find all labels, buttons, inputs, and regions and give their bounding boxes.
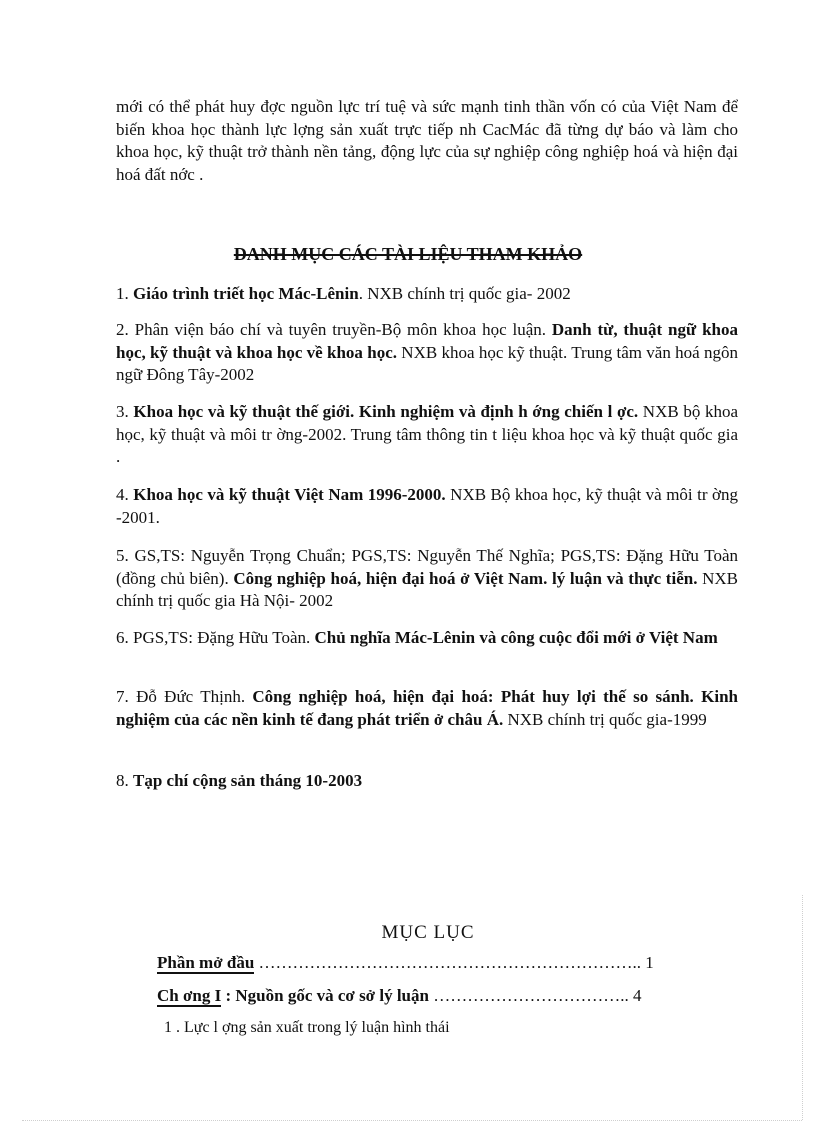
- page-bottom-line: [22, 1120, 802, 1121]
- page-margin-line: [802, 895, 803, 1120]
- references-heading-text: DANH MỤC CÁC TÀI LIỆU THAM KHẢO: [233, 244, 583, 264]
- reference-item-1: 1. Giáo trình triết học Mác-Lênin. NXB chính trị quốc gia- 2002: [116, 284, 571, 303]
- reference-item-2: 2. Phân viện báo chí và tuyên truyền-Bộ môn khoa học luận. Danh từ, thuật ngữ khoa học, kỹ thuật và khoa học về khoa học. NXB khoa học kỹ thuật. Trung tâm văn hoá ngôn ngữ Đông Tây-2002: [116, 320, 738, 384]
- reference-item-4: 4. Khoa học và kỹ thuật Việt Nam 1996-2000. NXB Bộ khoa học, kỹ thuật và môi tr ờng -2001.: [116, 485, 739, 527]
- reference-item-7: 7. Đỗ Đức Thịnh. Công nghiệp hoá, hiện đại hoá: Phát huy lợi thế so sánh. Kinh nghiệm của các nền kinh tế đang phát triển ở châu Á. NXB chính trị quốc gia-1999: [116, 687, 738, 729]
- reference-item-8: 8. Tạp chí cộng sản tháng 10-2003: [116, 771, 363, 790]
- toc-entry-intro-leader: ………………………………………………………….. 1: [254, 953, 654, 972]
- reference-item-5: 5. GS,TS: Nguyễn Trọng Chuẩn; PGS,TS: Nguyễn Thế Nghĩa; PGS,TS: Đặng Hữu Toàn (đồng chủ biên). Công nghiệp hoá, hiện đại hoá ở Việt Nam. lý luận và thực tiễn. NXB chính trị quốc gia Hà Nội- 2002: [116, 546, 738, 610]
- reference-item-6: 6. PGS,TS: Đặng Hữu Toàn. Chủ nghĩa Mác-Lênin và công cuộc đổi mới ở Việt Nam: [116, 628, 718, 647]
- references-heading: [0, 244, 816, 265]
- intro-paragraph: mới có thể phát huy đợc nguồn lực trí tuệ và sức mạnh tinh thần vốn có của Việt Nam để biến khoa học thành lực lợng sản xuất trực tiếp nh CacMác đã từng dự báo và làm cho khoa học, kỹ thuật trở thành nền tảng, động lực của sự nghiệp công nghiệp hoá và hiện đại hoá đất nớc .: [116, 97, 738, 184]
- toc-entry-section-1[interactable]: 1 . Lực l ợng sản xuất trong lý luận hình thái: [164, 1019, 450, 1036]
- toc-entry-intro-label[interactable]: Phần mở đầu: [157, 953, 255, 972]
- toc-entry-intro[interactable]: [157, 952, 654, 974]
- toc-entry-chapter-1-leader: …………………………….. 4: [428, 986, 642, 1005]
- toc-entry-chapter-1[interactable]: [157, 985, 641, 1007]
- toc-entry-chapter-1-title: : Nguồn gốc và cơ sở lý luận: [221, 986, 429, 1005]
- toc-title: MỤC LỤC: [381, 922, 475, 943]
- reference-item-3: 3. Khoa học và kỹ thuật thế giới. Kinh nghiệm và định h ớng chiến l ợc. NXB bộ khoa học, kỹ thuật và môi tr ờng-2002. Trung tâm thông tin t liệu khoa học và kỹ thuật quốc gia .: [116, 402, 738, 466]
- toc-entry-chapter-1-label[interactable]: Ch ơng I: [157, 986, 222, 1005]
